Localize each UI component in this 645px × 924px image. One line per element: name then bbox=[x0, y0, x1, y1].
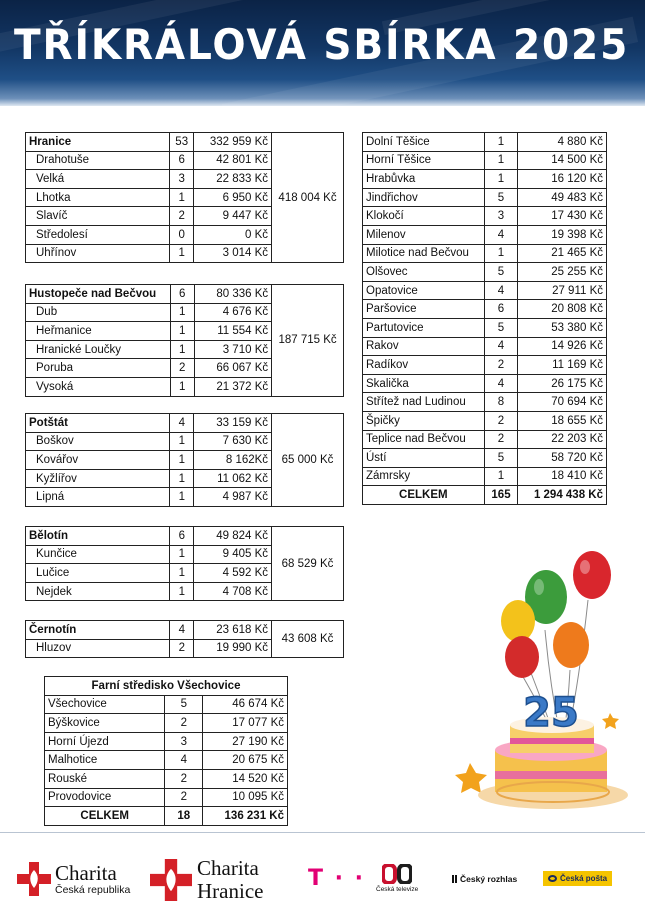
place-name: Potštát bbox=[26, 414, 170, 433]
table-row bbox=[363, 467, 607, 486]
place-name: Hrabůvka bbox=[363, 170, 485, 189]
amount: 27 190 Kč bbox=[203, 732, 288, 751]
place-name: Velká bbox=[26, 170, 170, 189]
red-balloon-top bbox=[573, 551, 611, 599]
group-count: 3 bbox=[165, 732, 203, 751]
amount: 7 630 Kč bbox=[194, 432, 272, 451]
amount: 19 990 Kč bbox=[194, 639, 272, 658]
group-count: 5 bbox=[165, 695, 203, 714]
table-row-parish bbox=[26, 621, 344, 640]
table-row bbox=[363, 225, 607, 244]
group-total: 68 529 Kč bbox=[272, 527, 344, 601]
amount: 49 483 Kč bbox=[518, 188, 607, 207]
group-count: 2 bbox=[484, 356, 518, 375]
title-banner bbox=[0, 0, 645, 106]
place-name: Lučice bbox=[26, 564, 170, 583]
group-total: 187 715 Kč bbox=[272, 285, 344, 397]
group-count: 4 bbox=[165, 751, 203, 770]
place-name: Černotín bbox=[26, 621, 170, 640]
amount: 42 801 Kč bbox=[194, 151, 272, 170]
place-name: Kunčice bbox=[26, 545, 170, 564]
place-name: Lipná bbox=[26, 488, 170, 507]
amount: 14 926 Kč bbox=[518, 337, 607, 356]
sum-count: 18 bbox=[165, 807, 203, 826]
group-count: 4 bbox=[170, 414, 194, 433]
group-count: 1 bbox=[170, 188, 194, 207]
group-count: 1 bbox=[170, 432, 194, 451]
place-name: Horní Újezd bbox=[45, 732, 165, 751]
amount: 16 120 Kč bbox=[518, 170, 607, 189]
group-count: 1 bbox=[170, 340, 194, 359]
farni-stredisko-table bbox=[44, 676, 288, 826]
group-count: 2 bbox=[170, 359, 194, 378]
posta-label: Česká pošta bbox=[560, 874, 608, 883]
table-row bbox=[45, 732, 288, 751]
amount: 46 674 Kč bbox=[203, 695, 288, 714]
group-count: 2 bbox=[165, 788, 203, 807]
charita-cross-icon bbox=[17, 862, 51, 896]
amount: 11 062 Kč bbox=[194, 469, 272, 488]
charita-cross-icon bbox=[150, 859, 192, 901]
amount: 22 833 Kč bbox=[194, 170, 272, 189]
amount: 4 880 Kč bbox=[518, 133, 607, 152]
amount: 3 710 Kč bbox=[194, 340, 272, 359]
group-count: 2 bbox=[484, 411, 518, 430]
amount: 332 959 Kč bbox=[194, 133, 272, 152]
right-summary-table bbox=[362, 132, 607, 505]
amount: 66 067 Kč bbox=[194, 359, 272, 378]
logo-charita-hranice bbox=[150, 858, 263, 902]
place-name: Horní Těšice bbox=[363, 151, 485, 170]
table-row-parish bbox=[26, 133, 344, 152]
place-name: Rouské bbox=[45, 769, 165, 788]
group-count: 5 bbox=[484, 263, 518, 282]
logo-ceska-televize bbox=[376, 864, 418, 893]
amount: 80 336 Kč bbox=[194, 285, 272, 304]
table-row bbox=[363, 393, 607, 412]
group-table-potstat bbox=[25, 413, 344, 507]
place-name: Paršovice bbox=[363, 300, 485, 319]
place-name: Rakov bbox=[363, 337, 485, 356]
table-row bbox=[363, 449, 607, 468]
place-name: Kyžlířov bbox=[26, 469, 170, 488]
charita-hr-name: Charita bbox=[197, 856, 259, 880]
place-name: Dub bbox=[26, 303, 171, 322]
group-count: 4 bbox=[484, 374, 518, 393]
table-row bbox=[45, 714, 288, 733]
group-table-hranice bbox=[25, 132, 344, 263]
posta-horn-icon bbox=[548, 875, 557, 882]
charita-cr-name: Charita bbox=[55, 860, 117, 885]
group-table-belotin bbox=[25, 526, 344, 601]
group-count: 5 bbox=[484, 318, 518, 337]
group-count: 4 bbox=[170, 621, 194, 640]
group-count: 1 bbox=[170, 377, 194, 396]
amount: 4 592 Kč bbox=[194, 564, 272, 583]
place-name: Špičky bbox=[363, 411, 485, 430]
amount: 9 447 Kč bbox=[194, 207, 272, 226]
group-count: 1 bbox=[484, 467, 518, 486]
rozhlas-label: Český rozhlas bbox=[460, 874, 518, 884]
place-name: Bělotín bbox=[26, 527, 170, 546]
sum-label: CELKEM bbox=[45, 807, 165, 826]
birthday-cake-illustration bbox=[450, 545, 640, 820]
logo-ceska-posta bbox=[543, 871, 612, 886]
orange-balloon bbox=[553, 622, 589, 668]
place-name: Ústí bbox=[363, 449, 485, 468]
place-name: Klokočí bbox=[363, 207, 485, 226]
place-name: Skalička bbox=[363, 374, 485, 393]
rozhlas-icon bbox=[452, 875, 457, 883]
place-name: Opatovice bbox=[363, 281, 485, 300]
group-count: 1 bbox=[484, 151, 518, 170]
group-total: 418 004 Kč bbox=[272, 133, 344, 263]
place-name: Partutovice bbox=[363, 318, 485, 337]
place-name: Malhotice bbox=[45, 751, 165, 770]
sum-amount: 136 231 Kč bbox=[203, 807, 288, 826]
logo-cesky-rozhlas bbox=[452, 874, 517, 884]
amount: 18 655 Kč bbox=[518, 411, 607, 430]
place-name: Kovářov bbox=[26, 451, 170, 470]
sum-amount: 1 294 438 Kč bbox=[518, 486, 607, 505]
group-count: 6 bbox=[170, 527, 194, 546]
group-count: 6 bbox=[170, 285, 194, 304]
group-count: 4 bbox=[484, 225, 518, 244]
group-count: 1 bbox=[170, 582, 194, 601]
table-row bbox=[45, 769, 288, 788]
table-row bbox=[363, 133, 607, 152]
place-name: Boškov bbox=[26, 432, 170, 451]
amount: 3 014 Kč bbox=[194, 244, 272, 263]
table-row bbox=[363, 430, 607, 449]
amount: 11 169 Kč bbox=[518, 356, 607, 375]
amount: 21 465 Kč bbox=[518, 244, 607, 263]
place-name: Olšovec bbox=[363, 263, 485, 282]
group-count: 1 bbox=[170, 451, 194, 470]
amount: 19 398 Kč bbox=[518, 225, 607, 244]
group-count: 2 bbox=[165, 769, 203, 788]
group-count: 6 bbox=[484, 300, 518, 319]
place-name: Jindřichov bbox=[363, 188, 485, 207]
group-table-cernotin bbox=[25, 620, 344, 658]
amount: 14 500 Kč bbox=[518, 151, 607, 170]
amount: 49 824 Kč bbox=[194, 527, 272, 546]
amount: 21 372 Kč bbox=[194, 377, 272, 396]
table-row bbox=[363, 281, 607, 300]
group-count: 8 bbox=[484, 393, 518, 412]
amount: 10 095 Kč bbox=[203, 788, 288, 807]
place-name: Slavíč bbox=[26, 207, 170, 226]
table-row bbox=[363, 374, 607, 393]
group-count: 1 bbox=[170, 564, 194, 583]
table-row-parish bbox=[26, 527, 344, 546]
amount: 18 410 Kč bbox=[518, 467, 607, 486]
place-name: Heřmanice bbox=[26, 322, 171, 341]
sum-count: 165 bbox=[484, 486, 518, 505]
place-name: Všechovice bbox=[45, 695, 165, 714]
place-name: Milotice nad Bečvou bbox=[363, 244, 485, 263]
place-name: Radíkov bbox=[363, 356, 485, 375]
amount: 17 430 Kč bbox=[518, 207, 607, 226]
table-row bbox=[363, 356, 607, 375]
group-count: 4 bbox=[484, 281, 518, 300]
group-count: 1 bbox=[170, 303, 194, 322]
group-count: 1 bbox=[170, 545, 194, 564]
amount: 11 554 Kč bbox=[194, 322, 272, 341]
charita-hr-sub: Hranice bbox=[197, 879, 264, 903]
place-name: Zámrsky bbox=[363, 467, 485, 486]
amount: 4 708 Kč bbox=[194, 582, 272, 601]
logo-charita-cr bbox=[17, 862, 130, 896]
table-row-parish bbox=[26, 414, 344, 433]
group-count: 1 bbox=[170, 469, 194, 488]
amount: 4 987 Kč bbox=[194, 488, 272, 507]
place-name: Hranice bbox=[26, 133, 170, 152]
group-count: 2 bbox=[165, 714, 203, 733]
amount: 23 618 Kč bbox=[194, 621, 272, 640]
table-row bbox=[363, 188, 607, 207]
group-count: 1 bbox=[484, 170, 518, 189]
table-row bbox=[45, 695, 288, 714]
yellow-balloon bbox=[501, 600, 535, 642]
place-name: Býškovice bbox=[45, 714, 165, 733]
group-table-hustopece bbox=[25, 284, 344, 397]
group-count: 1 bbox=[170, 488, 194, 507]
amount: 17 077 Kč bbox=[203, 714, 288, 733]
group-count: 5 bbox=[484, 449, 518, 468]
place-name: Nejdek bbox=[26, 582, 170, 601]
place-name: Hustopeče nad Bečvou bbox=[26, 285, 171, 304]
table-row bbox=[363, 170, 607, 189]
place-name: Poruba bbox=[26, 359, 171, 378]
place-name: Lhotka bbox=[26, 188, 170, 207]
group-count: 1 bbox=[170, 244, 194, 263]
table-header-row bbox=[45, 677, 288, 696]
cake-number: 25 bbox=[523, 690, 579, 736]
amount: 58 720 Kč bbox=[518, 449, 607, 468]
group-total: 65 000 Kč bbox=[272, 414, 344, 507]
footer-divider bbox=[0, 832, 645, 833]
table-row bbox=[363, 244, 607, 263]
table-row bbox=[363, 263, 607, 282]
place-name: Hluzov bbox=[26, 639, 170, 658]
tmobile-mark: T · · bbox=[308, 866, 366, 891]
group-count: 3 bbox=[170, 170, 194, 189]
group-count: 2 bbox=[484, 430, 518, 449]
group-count: 1 bbox=[484, 133, 518, 152]
amount: 27 911 Kč bbox=[518, 281, 607, 300]
table-row bbox=[363, 207, 607, 226]
place-name: Vysoká bbox=[26, 377, 171, 396]
table-row bbox=[363, 151, 607, 170]
table-sum-row bbox=[363, 486, 607, 505]
page-title: TŘÍKRÁLOVÁ SBÍRKA 2025 bbox=[14, 20, 630, 69]
amount: 9 405 Kč bbox=[194, 545, 272, 564]
group-count: 6 bbox=[170, 151, 194, 170]
place-name: Střítež nad Ludinou bbox=[363, 393, 485, 412]
table-row bbox=[363, 337, 607, 356]
group-count: 3 bbox=[484, 207, 518, 226]
logo-tmobile bbox=[308, 866, 365, 891]
amount: 53 380 Kč bbox=[518, 318, 607, 337]
table-row bbox=[45, 788, 288, 807]
group-count: 53 bbox=[170, 133, 194, 152]
place-name: Hranické Loučky bbox=[26, 340, 171, 359]
group-count: 5 bbox=[484, 188, 518, 207]
amount: 22 203 Kč bbox=[518, 430, 607, 449]
amount: 70 694 Kč bbox=[518, 393, 607, 412]
amount: 20 808 Kč bbox=[518, 300, 607, 319]
place-name: Dolní Těšice bbox=[363, 133, 485, 152]
table-row bbox=[363, 411, 607, 430]
amount: 14 520 Kč bbox=[203, 769, 288, 788]
sum-label: CELKEM bbox=[363, 486, 485, 505]
farni-header: Farní středisko Všechovice bbox=[45, 677, 288, 696]
group-count: 1 bbox=[484, 244, 518, 263]
place-name: Provodovice bbox=[45, 788, 165, 807]
amount: 26 175 Kč bbox=[518, 374, 607, 393]
group-count: 4 bbox=[484, 337, 518, 356]
amount: 20 675 Kč bbox=[203, 751, 288, 770]
place-name: Uhřínov bbox=[26, 244, 170, 263]
amount: 33 159 Kč bbox=[194, 414, 272, 433]
table-sum-row bbox=[45, 807, 288, 826]
place-name: Středolesí bbox=[26, 225, 170, 244]
charita-cr-sub: Česká republika bbox=[55, 883, 131, 896]
amount: 25 255 Kč bbox=[518, 263, 607, 282]
group-count: 1 bbox=[170, 322, 194, 341]
group-count: 0 bbox=[170, 225, 194, 244]
ct-icon bbox=[382, 864, 412, 884]
place-name: Teplice nad Bečvou bbox=[363, 430, 485, 449]
table-row bbox=[363, 300, 607, 319]
amount: 8 162Kč bbox=[194, 451, 272, 470]
red-balloon-left bbox=[505, 636, 539, 678]
place-name: Milenov bbox=[363, 225, 485, 244]
ct-label: Česká televize bbox=[376, 886, 419, 893]
table-row-parish bbox=[26, 285, 344, 304]
table-row bbox=[363, 318, 607, 337]
place-name: Drahotuše bbox=[26, 151, 170, 170]
group-count: 2 bbox=[170, 207, 194, 226]
group-total: 43 608 Kč bbox=[272, 621, 344, 658]
amount: 4 676 Kč bbox=[194, 303, 272, 322]
amount: 6 950 Kč bbox=[194, 188, 272, 207]
amount: 0 Kč bbox=[194, 225, 272, 244]
group-count: 2 bbox=[170, 639, 194, 658]
table-row bbox=[45, 751, 288, 770]
